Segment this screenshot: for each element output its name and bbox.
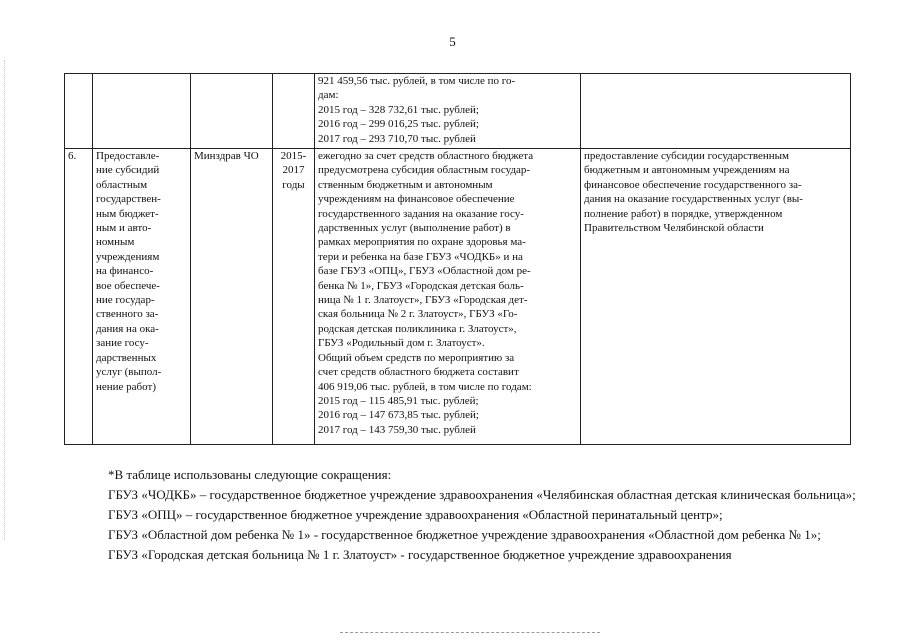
measure-line: на финансо- <box>96 265 154 278</box>
funding-line: родская детская поликлиника г. Златоуст», <box>318 322 517 335</box>
cell-result <box>581 74 851 149</box>
result-line: финансовое обеспечение государственного за- <box>584 178 802 191</box>
measure-line: государствен- <box>96 193 161 206</box>
funding-line: 2015 год – 328 732,61 тыс. рублей; <box>318 103 479 116</box>
note-item: ГБУЗ «Городская детская больница № 1 г. Златоуст» - государственное бюджетное учреждение здравоохранения <box>108 547 732 562</box>
notes-heading: *В таблице использованы следующие сокращения: <box>108 467 392 482</box>
result-line: бюджетным и автономным учреждениям на <box>584 164 790 177</box>
measure-line: дания на ока- <box>96 322 159 335</box>
funding-line: ница № 1 г. Златоуст», ГБУЗ «Городская дет- <box>318 294 528 307</box>
funding-line: бенка № 1», ГБУЗ «Городская детская боль- <box>318 279 524 292</box>
cell-period <box>273 74 315 149</box>
scan-margin-marks <box>4 60 7 540</box>
funding-line: 2017 год – 293 710,70 тыс. рублей <box>318 132 476 145</box>
funding-line: ственным бюджетным и автономным <box>318 178 493 191</box>
funding-line: Общий объем средств по мероприятию за <box>318 351 515 364</box>
measure-line: нение работ) <box>96 380 156 393</box>
table-row-6 <box>65 149 851 445</box>
scan-bottom-artifact <box>340 632 600 635</box>
table-row-continued <box>65 74 851 149</box>
funding-line: 2017 год – 143 759,30 тыс. рублей <box>318 423 476 436</box>
result-line: Правительством Челябинской области <box>584 222 764 235</box>
cell-funding <box>315 149 581 445</box>
measure-line: дарственных <box>96 351 157 364</box>
measure-line: Предоставле- <box>96 150 160 162</box>
funding-line: базе ГБУЗ «ОПЦ», ГБУЗ «Областной дом ре- <box>318 265 531 278</box>
measure-line: ным и авто- <box>96 222 152 235</box>
funding-line: рамках мероприятия по охране здоровья ма- <box>318 236 526 249</box>
cell-result <box>581 149 851 445</box>
funding-line: ежегодно за счет средств областного бюджета <box>318 150 534 162</box>
result-line: дания на оказание государственных услуг (вы- <box>584 193 803 206</box>
measure-line: ние субсидий <box>96 164 160 177</box>
funding-line: счет средств областного бюджета составит <box>318 366 519 379</box>
funding-line: государственного задания на оказание госу- <box>318 207 524 220</box>
cell-num: 6. <box>65 149 93 445</box>
cell-executor: Минздрав ЧО <box>191 149 273 445</box>
funding-line: ГБУЗ «Родильный дом г. Златоуст». <box>318 337 485 350</box>
funding-line: 406 919,06 тыс. рублей, в том числе по годам: <box>318 380 532 393</box>
measure-line: областным <box>96 178 148 191</box>
period-line: 2017 <box>282 164 305 177</box>
cell-period <box>273 149 315 445</box>
funding-line: ская больница № 2 г. Златоуст», ГБУЗ «Го- <box>318 308 518 321</box>
note-item: ГБУЗ «ОПЦ» – государственное бюджетное учреждение здравоохранения «Областной перинатальный центр»; <box>108 507 723 522</box>
funding-line: 2015 год – 115 485,91 тыс. рублей; <box>318 394 479 407</box>
measure-line: зание госу- <box>96 337 149 350</box>
period-line: 2015- <box>280 150 307 162</box>
funding-line: предусмотрена субсидия областным государ- <box>318 164 531 177</box>
measure-line: ным бюджет- <box>96 207 159 220</box>
measure-line: услуг (выпол- <box>96 366 162 379</box>
funding-line: 921 459,56 тыс. рублей, в том числе по го- <box>318 75 516 87</box>
note-item: ГБУЗ «ЧОДКБ» – государственное бюджетное учреждение здравоохранения «Челябинская областная детская клиническая больница»; <box>108 487 856 502</box>
cell-measure <box>93 74 191 149</box>
measures-table <box>64 73 851 445</box>
funding-line: тери и ребенка на базе ГБУЗ «ЧОДКБ» и на <box>318 250 523 263</box>
measure-line: номным <box>96 236 135 249</box>
abbreviations-notes <box>62 465 862 565</box>
funding-line: учреждениям на финансовое обеспечение <box>318 193 515 206</box>
cell-funding <box>315 74 581 149</box>
cell-executor <box>191 74 273 149</box>
result-line: полнение работ) в порядке, утвержденном <box>584 207 783 220</box>
measure-line: ние государ- <box>96 294 155 307</box>
cell-num <box>65 74 93 149</box>
period-line: годы <box>282 178 305 191</box>
measure-line: учреждениям <box>96 250 160 263</box>
funding-line: 2016 год – 299 016,25 тыс. рублей; <box>318 118 479 131</box>
measure-line: вое обеспече- <box>96 279 160 292</box>
cell-measure <box>93 149 191 445</box>
funding-line: дам: <box>318 89 339 102</box>
measure-line: ственного за- <box>96 308 159 321</box>
result-line: предоставление субсидии государственным <box>584 150 789 162</box>
note-item: ГБУЗ «Областной дом ребенка № 1» - государственное бюджетное учреждение здравоохранения «Областной дом ребенка № 1»; <box>108 527 821 542</box>
funding-line: 2016 год – 147 673,85 тыс. рублей; <box>318 409 479 422</box>
funding-line: дарственных услуг (выполнение работ) в <box>318 222 511 235</box>
page-number: 5 <box>449 34 456 49</box>
